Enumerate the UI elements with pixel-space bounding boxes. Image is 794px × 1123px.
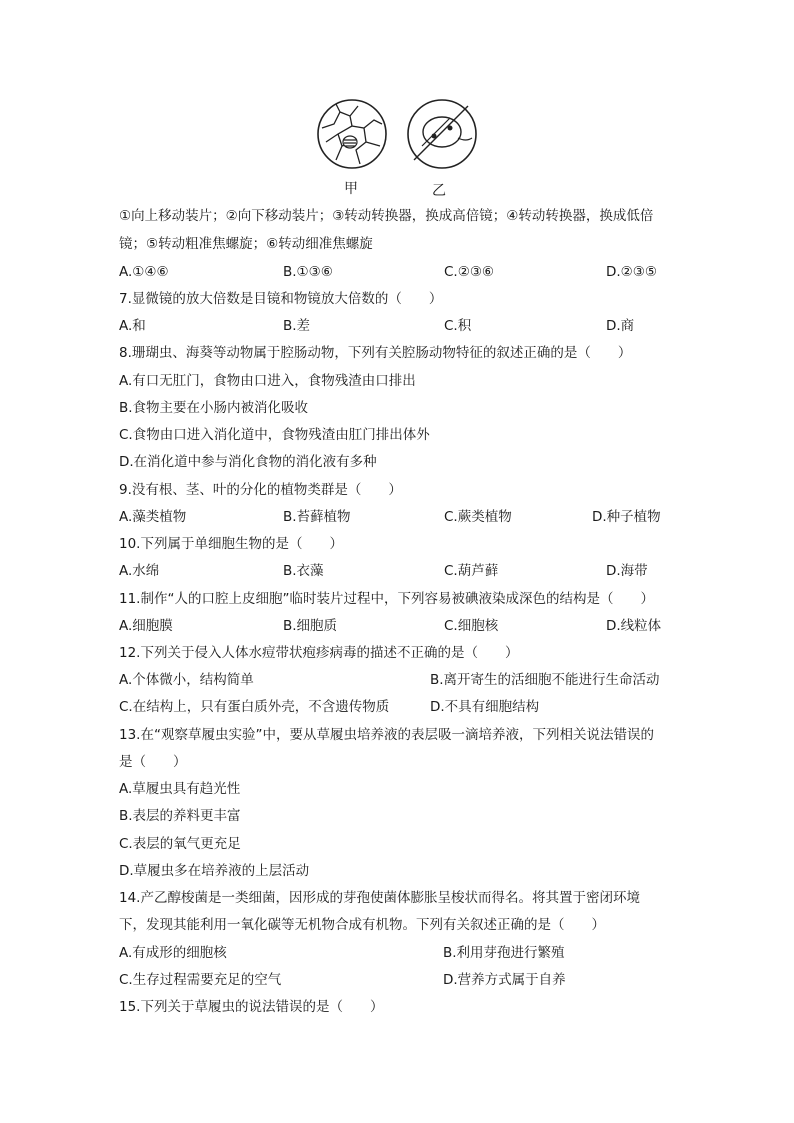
q6-option-b: B.①③⑥ bbox=[283, 264, 333, 280]
q13-option-c: C.表层的氧气更充足 bbox=[119, 836, 241, 852]
q6-steps-line1: ①向上移动装片；②向下移动装片；③转动转换器，换成高倍镜；④转动转换器，换成低倍 bbox=[119, 208, 654, 224]
q9-option-c: C.蕨类植物 bbox=[444, 509, 512, 525]
q14-option-b: B.利用芽孢进行繁殖 bbox=[443, 945, 565, 961]
figure-label-yi: 乙 bbox=[432, 183, 446, 199]
q10-option-a: A.水绵 bbox=[119, 563, 160, 579]
q11-option-c: C.细胞核 bbox=[444, 618, 499, 634]
q14-stem-line2: 下，发现其能利用一氧化碳等无机物合成有机物。下列有关叙述正确的是（ ） bbox=[119, 917, 605, 933]
microscope-figures bbox=[316, 98, 486, 198]
q14-option-a: A.有成形的细胞核 bbox=[119, 945, 227, 961]
q9-option-d: D.种子植物 bbox=[592, 509, 661, 525]
q6-option-d: D.②③⑤ bbox=[606, 264, 657, 280]
q10-option-d: D.海带 bbox=[606, 563, 648, 579]
q7-option-a: A.和 bbox=[119, 318, 146, 334]
q14-stem-line1: 14.产乙醇梭菌是一类细菌，因形成的芽孢使菌体膨胀呈梭状而得名。将其置于密闭环境 bbox=[119, 890, 640, 906]
q12-option-b: B.离开寄生的活细胞不能进行生命活动 bbox=[430, 672, 660, 688]
q10-option-b: B.衣藻 bbox=[283, 563, 324, 579]
q7-option-b: B.差 bbox=[283, 318, 311, 334]
q13-option-a: A.草履虫具有趋光性 bbox=[119, 781, 241, 797]
q13-option-b: B.表层的养料更丰富 bbox=[119, 808, 241, 824]
q12-option-a: A.个体微小，结构简单 bbox=[119, 672, 254, 688]
figure-jia-diagram bbox=[316, 98, 388, 170]
q11-option-a: A.细胞膜 bbox=[119, 618, 173, 634]
q7-option-d: D.商 bbox=[606, 318, 635, 334]
q14-option-d: D.营养方式属于自养 bbox=[443, 972, 566, 988]
q9-option-b: B.苔藓植物 bbox=[283, 509, 351, 525]
figure-label-jia: 甲 bbox=[344, 181, 358, 197]
q12-stem: 12.下列关于侵入人体水痘带状疱疹病毒的描述不正确的是（ ） bbox=[119, 645, 519, 661]
q8-option-d: D.在消化道中参与消化食物的消化液有多种 bbox=[119, 454, 377, 470]
q8-option-b: B.食物主要在小肠内被消化吸收 bbox=[119, 400, 309, 416]
q14-option-c: C.生存过程需要充足的空气 bbox=[119, 972, 282, 988]
q11-option-d: D.线粒体 bbox=[606, 618, 662, 634]
q13-stem-line2: 是（ ） bbox=[119, 754, 187, 770]
q6-option-a: A.①④⑥ bbox=[119, 264, 169, 280]
q8-option-a: A.有口无肛门，食物由口进入，食物残渣由口排出 bbox=[119, 373, 416, 389]
q13-stem-line1: 13.在“观察草履虫实验”中，要从草履虫培养液的表层吸一滴培养液，下列相关说法错误的 bbox=[119, 727, 654, 743]
q8-stem: 8.珊瑚虫、海葵等动物属于腔肠动物，下列有关腔肠动物特征的叙述正确的是（ ） bbox=[119, 345, 632, 361]
figure-yi-diagram bbox=[406, 98, 478, 170]
q13-option-d: D.草履虫多在培养液的上层活动 bbox=[119, 863, 310, 879]
q11-option-b: B.细胞质 bbox=[283, 618, 338, 634]
q6-option-c: C.②③⑥ bbox=[444, 264, 495, 280]
q9-stem: 9.没有根、茎、叶的分化的植物类群是（ ） bbox=[119, 482, 402, 498]
q7-stem: 7.显微镜的放大倍数是目镜和物镜放大倍数的（ ） bbox=[119, 291, 443, 307]
q12-option-d: D.不具有细胞结构 bbox=[430, 699, 540, 715]
q6-steps-line2: 镜；⑤转动粗准焦螺旋；⑥转动细准焦螺旋 bbox=[119, 236, 373, 252]
q12-option-c: C.在结构上，只有蛋白质外壳，不含遗传物质 bbox=[119, 699, 390, 715]
q11-stem: 11.制作“人的口腔上皮细胞”临时装片过程中，下列容易被碘液染成深色的结构是（ ） bbox=[119, 591, 654, 607]
q9-option-a: A.藻类植物 bbox=[119, 509, 187, 525]
q15-stem: 15.下列关于草履虫的说法错误的是（ ） bbox=[119, 999, 384, 1015]
q10-stem: 10.下列属于单细胞生物的是（ ） bbox=[119, 536, 343, 552]
q7-option-c: C.积 bbox=[444, 318, 472, 334]
q10-option-c: C.葫芦藓 bbox=[444, 563, 499, 579]
q8-option-c: C.食物由口进入消化道中，食物残渣由肛门排出体外 bbox=[119, 427, 430, 443]
